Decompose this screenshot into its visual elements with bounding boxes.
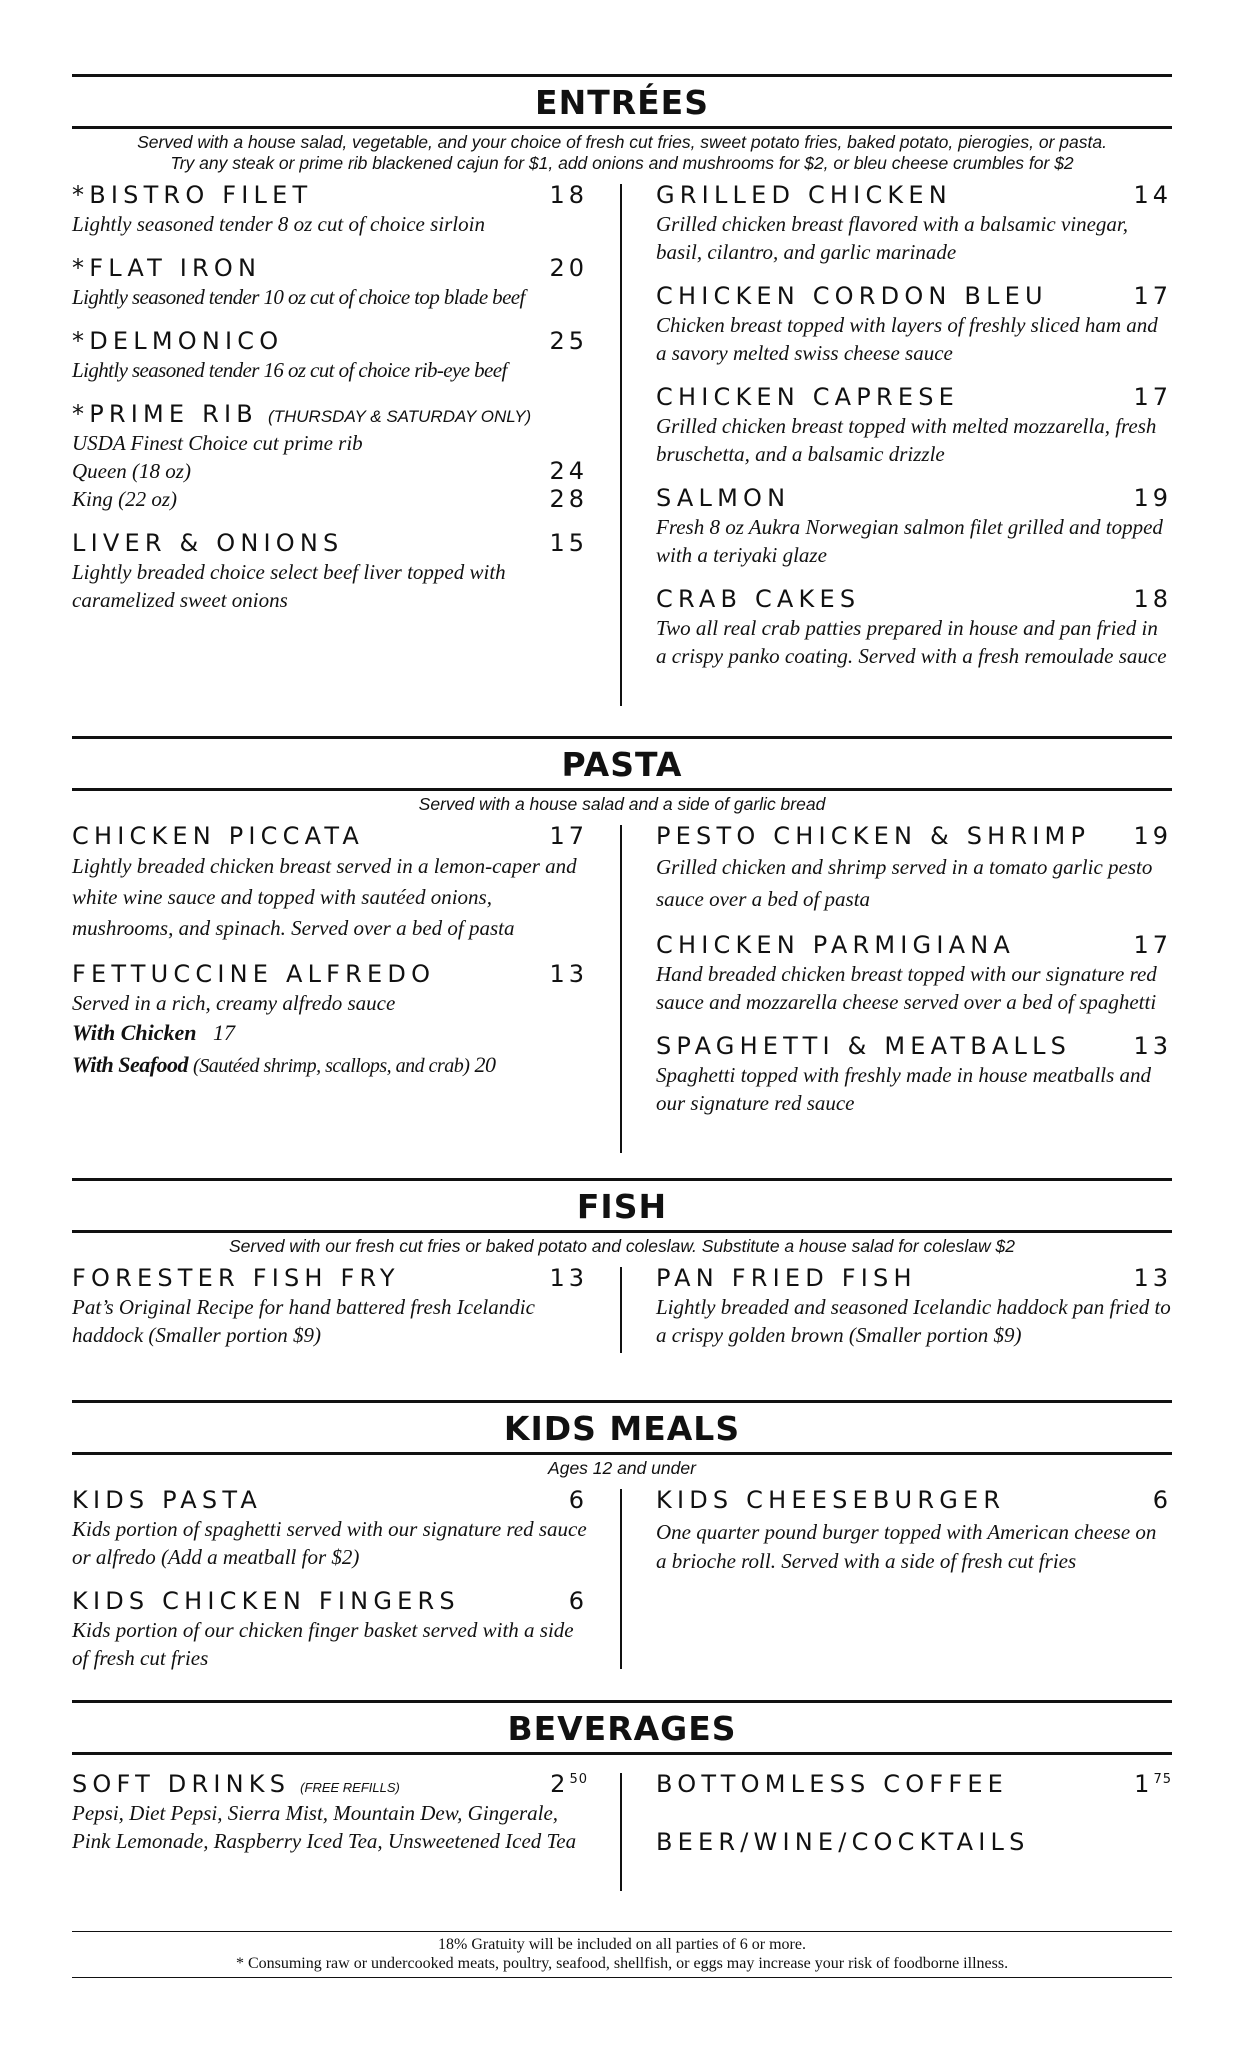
item-name: BOTTOMLESS COFFEE xyxy=(656,1770,1009,1798)
item-name: SPAGHETTI & MEATBALLS xyxy=(656,1032,1072,1060)
item-price: 18 xyxy=(549,181,588,209)
item-name: KIDS PASTA xyxy=(72,1486,262,1514)
menu-item xyxy=(72,326,588,384)
section-rule xyxy=(72,1178,1172,1181)
section-title: PASTA xyxy=(561,745,683,784)
menu-item xyxy=(656,1485,1172,1576)
item-price: 25 xyxy=(549,327,588,355)
gratuity-note: 18% Gratuity will be included on all parties of 6 or more. xyxy=(438,1936,806,1953)
menu-item xyxy=(656,180,1172,266)
kids-left-column xyxy=(72,1485,618,1687)
item-description: Pat’s Original Recipe for hand battered fresh Icelandic haddock (Smaller portion $9) xyxy=(72,1295,535,1347)
section-subtitle: Served with a house salad and a side of garlic bread xyxy=(418,794,826,814)
item-price: 6 xyxy=(568,1587,588,1615)
menu-item xyxy=(72,1769,588,1855)
menu-item xyxy=(656,281,1172,367)
menu-item xyxy=(72,1586,588,1672)
fish-section xyxy=(72,1178,1172,1364)
fish-left-column xyxy=(72,1263,618,1364)
menu-item xyxy=(656,382,1172,468)
item-description: Lightly seasoned tender 10 oz cut of choice top blade beef xyxy=(72,285,525,309)
item-description: Grilled chicken and shrimp served in a tomato garlic pesto sauce over a bed of pasta xyxy=(656,855,1153,911)
item-name: BEER/WINE/COCKTAILS xyxy=(656,1828,1030,1856)
item-price: 13 xyxy=(549,1264,588,1292)
beverages-right-column xyxy=(618,1769,1172,1872)
item-name: LIVER & ONIONS xyxy=(72,529,344,557)
section-title: ENTRÉES xyxy=(535,83,709,122)
section-rule xyxy=(72,1230,1172,1233)
option-with-seafood: With Seafood (Sautéed shrimp, scallops, and crab) 20 xyxy=(72,1052,496,1077)
size-label: Queen (18 oz) xyxy=(72,459,191,483)
footer xyxy=(72,1931,1172,1978)
item-price: $1^{75}$ xyxy=(1134,1770,1172,1798)
menu-item xyxy=(72,528,588,614)
item-name: PESTO CHICKEN & SHRIMP xyxy=(656,822,1091,850)
item-price: 17 xyxy=(1133,383,1172,411)
item-name: *PRIME RIB xyxy=(72,400,258,428)
menu-item-prime-rib xyxy=(72,399,588,513)
item-price: 18 xyxy=(1133,585,1172,613)
section-rule xyxy=(72,1400,1172,1403)
item-description: Fresh 8 oz Aukra Norwegian salmon filet grilled and topped with a teriyaki glaze xyxy=(656,515,1163,567)
item-price: 6 xyxy=(1152,1486,1172,1514)
menu-item xyxy=(656,1263,1172,1349)
menu-item xyxy=(656,930,1172,1016)
menu-item xyxy=(72,821,588,944)
item-name: CHICKEN CORDON BLEU xyxy=(656,282,1048,310)
item-price: 6 xyxy=(568,1486,588,1514)
item-name: SALMON xyxy=(656,484,791,512)
item-price: 13 xyxy=(1133,1264,1172,1292)
menu-item xyxy=(72,1485,588,1571)
entrees-right-column xyxy=(618,180,1172,685)
pasta-section xyxy=(72,736,1172,1132)
menu-item xyxy=(656,1031,1172,1117)
item-name: GRILLED CHICKEN xyxy=(656,181,952,209)
item-description: Kids portion of our chicken finger basket served with a side of fresh cut fries xyxy=(72,1618,574,1670)
food-warning: * Consuming raw or undercooked meats, poultry, seafood, shellfish, or eggs may increase your risk of foodborne illness. xyxy=(235,1955,1009,1972)
item-name: KIDS CHICKEN FINGERS xyxy=(72,1587,460,1615)
item-description: Grilled chicken breast topped with melted mozzarella, fresh bruschetta, and a balsamic drizzle xyxy=(656,414,1157,466)
item-note: (THURSDAY & SATURDAY ONLY) xyxy=(267,407,532,426)
section-rule xyxy=(72,126,1172,129)
item-name: CHICKEN PICCATA xyxy=(72,822,364,850)
menu-item xyxy=(72,959,588,1082)
section-subtitle: Served with our fresh cut fries or baked potato and coleslaw. Substitute a house salad for coleslaw $2 xyxy=(228,1236,1015,1256)
item-description: Lightly breaded and seasoned Icelandic haddock pan fried to a crispy golden brown (Smaller portion $9) xyxy=(656,1295,1171,1347)
menu-item xyxy=(656,1769,1172,1799)
item-price: 19 xyxy=(1133,822,1172,850)
option-with-chicken: With Chicken 17 xyxy=(72,1020,235,1045)
beverages-section xyxy=(72,1700,1172,1872)
menu-item xyxy=(72,253,588,311)
section-rule xyxy=(72,736,1172,739)
menu-item xyxy=(656,483,1172,569)
item-price: 15 xyxy=(549,529,588,557)
item-description: Chicken breast topped with layers of freshly sliced ham and a savory melted swiss cheese sauce xyxy=(656,313,1158,365)
item-description: Hand breaded chicken breast topped with our signature red sauce and mozzarella cheese served over a bed of spaghetti xyxy=(656,962,1157,1014)
item-name: *DELMONICO xyxy=(72,327,284,355)
item-description: Lightly seasoned tender 16 oz cut of choice rib-eye beef xyxy=(72,358,507,382)
item-price: 17 xyxy=(1133,931,1172,959)
section-title: KIDS MEALS xyxy=(503,1409,741,1448)
item-description: Grilled chicken breast flavored with a balsamic vinegar, basil, cilantro, and garlic marinade xyxy=(656,212,1129,264)
item-description: Kids portion of spaghetti served with our signature red sauce or alfredo (Add a meatball for $2) xyxy=(72,1517,587,1569)
section-subtitle: Served with a house salad, vegetable, and your choice of fresh cut fries, sweet potato fries, baked potato, pierogies, or pasta. xyxy=(137,132,1107,152)
section-rule xyxy=(72,1452,1172,1455)
pasta-left-column xyxy=(72,821,618,1132)
item-description: One quarter pound burger topped with American cheese on a brioche roll. Served with a side of fresh cut fries xyxy=(656,1520,1157,1573)
item-price: 19 xyxy=(1133,484,1172,512)
item-name: CHICKEN CAPRESE xyxy=(656,383,960,411)
section-subtitle: Try any steak or prime rib blackened cajun for $1, add onions and mushrooms for $2, or bleu cheese crumbles for $2 xyxy=(170,153,1074,173)
menu-item xyxy=(72,1263,588,1349)
item-description: USDA Finest Choice cut prime rib xyxy=(72,431,363,455)
footer-rule xyxy=(72,1977,1172,1978)
item-price: 13 xyxy=(549,960,588,988)
item-price: 17 xyxy=(549,822,588,850)
item-name: FETTUCCINE ALFREDO xyxy=(72,960,436,988)
item-name: CRAB CAKES xyxy=(656,585,861,613)
section-rule xyxy=(72,74,1172,77)
section-title: BEVERAGES xyxy=(507,1709,737,1748)
pasta-right-column xyxy=(618,821,1172,1132)
item-name: KIDS CHEESEBURGER xyxy=(656,1486,1006,1514)
footer-notes xyxy=(72,1932,1172,1977)
beverages-left-column xyxy=(72,1769,618,1872)
kids-section xyxy=(72,1400,1172,1687)
item-description: Spaghetti topped with freshly made in house meatballs and our signature red sauce xyxy=(656,1063,1152,1115)
item-description: Lightly breaded choice select beef liver topped with caramelized sweet onions xyxy=(72,560,506,612)
item-price: 17 xyxy=(1133,282,1172,310)
section-rule xyxy=(72,788,1172,791)
entrees-left-column xyxy=(72,180,618,685)
item-description: Pepsi, Diet Pepsi, Sierra Mist, Mountain Dew, Gingerale, Pink Lemonade, Raspberry Iced Tea, Unsweetened Iced Tea xyxy=(72,1801,577,1853)
section-subtitle: Ages 12 and under xyxy=(548,1458,696,1478)
section-rule xyxy=(72,1700,1172,1703)
item-name: FORESTER FISH FRY xyxy=(72,1264,400,1292)
fish-right-column xyxy=(618,1263,1172,1364)
menu-item xyxy=(656,584,1172,670)
item-name: CHICKEN PARMIGIANA xyxy=(656,931,1016,959)
menu-item xyxy=(656,821,1172,915)
item-description: Lightly seasoned tender 8 oz cut of choice sirloin xyxy=(72,212,485,236)
item-name: *FLAT IRON xyxy=(72,254,262,282)
item-price: 20 xyxy=(549,254,588,282)
entrees-section xyxy=(72,74,1172,685)
item-price: $2^{50}$ xyxy=(550,1770,588,1798)
item-name: SOFT DRINKS xyxy=(72,1770,291,1798)
menu-item xyxy=(656,1827,1172,1857)
item-name: *BISTRO FILET xyxy=(72,181,313,209)
item-description: Lightly breaded chicken breast served in a lemon-caper and white wine sauce and topped with sautéed onions, mushrooms, and spinach. Served over a bed of pasta xyxy=(72,854,577,940)
item-description: Two all real crab patties prepared in house and pan fried in a crispy panko coating. Served with a fresh remoulade sauce xyxy=(656,616,1167,668)
item-price: 13 xyxy=(1133,1032,1172,1060)
item-price: 24 xyxy=(549,457,588,485)
size-label: King (22 oz) xyxy=(72,487,177,511)
menu-item xyxy=(72,180,588,238)
section-rule xyxy=(72,1752,1172,1755)
section-title: FISH xyxy=(576,1187,668,1226)
item-price: 14 xyxy=(1133,181,1172,209)
item-note: (FREE REFILLS) xyxy=(300,1780,400,1795)
item-description: Served in a rich, creamy alfredo sauce xyxy=(72,991,396,1015)
item-name: PAN FRIED FISH xyxy=(656,1264,917,1292)
item-price: 28 xyxy=(549,485,588,513)
kids-right-column xyxy=(618,1485,1172,1687)
